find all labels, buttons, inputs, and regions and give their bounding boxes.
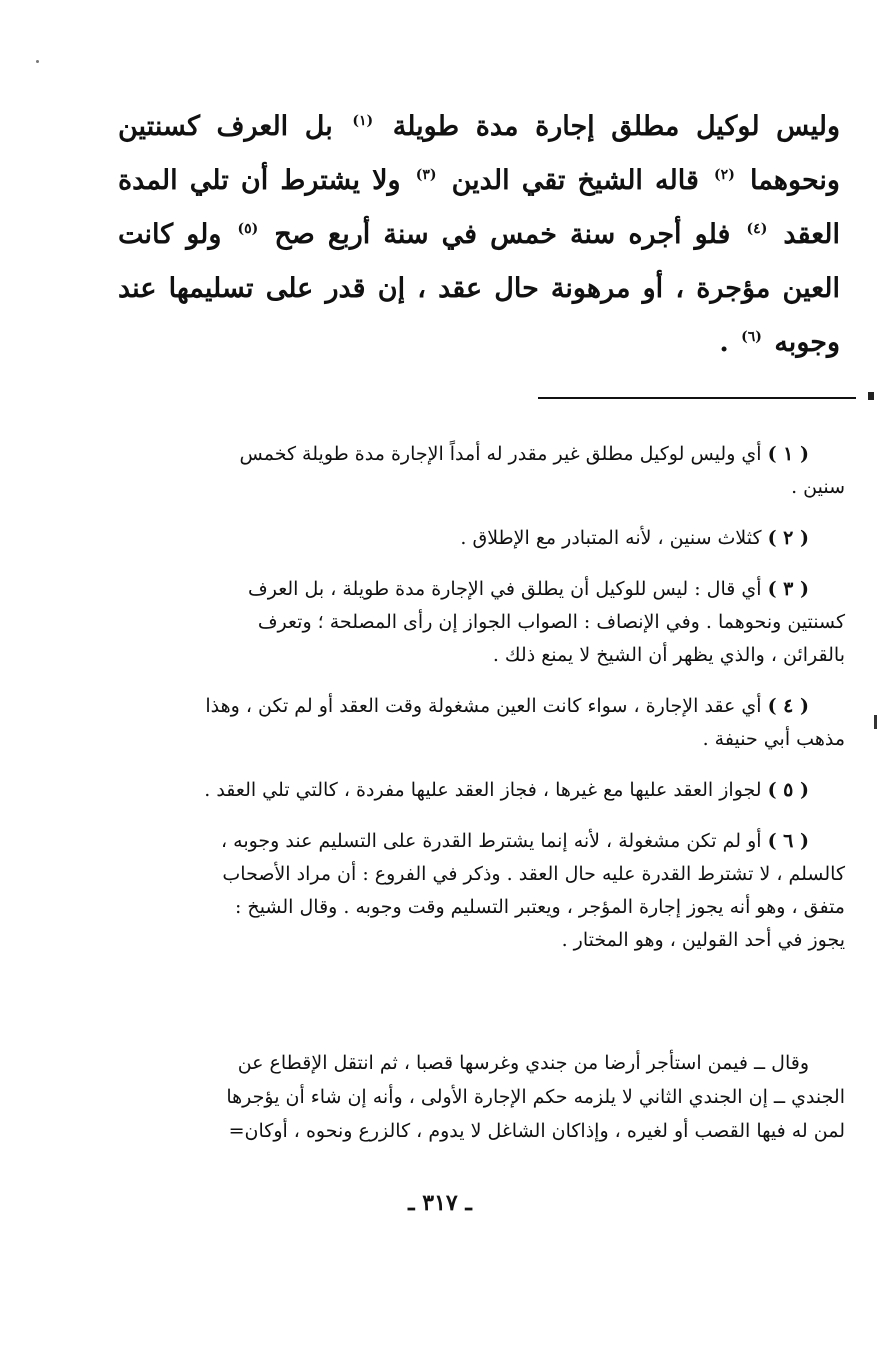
footnote-text: لجواز العقد عليها مع غيرها ، فجاز العقد عليها مفردة ، كالتي تلي العقد . xyxy=(204,779,762,801)
footnote-line xyxy=(125,774,845,807)
text-run: قاله الشيخ تقي الدين xyxy=(451,165,699,196)
footnote-6 xyxy=(125,825,845,957)
footnote-number: ( ٥ ) xyxy=(767,779,809,801)
footnote-line xyxy=(125,825,845,858)
footnote-1 xyxy=(125,438,845,504)
text-run: فلو أجره سنة خمس في سنة أربع صح xyxy=(274,219,731,250)
footnote-2 xyxy=(125,522,845,555)
footnote-line xyxy=(125,573,845,606)
footnote-ref: (٣) xyxy=(415,167,437,183)
footnote-line xyxy=(125,438,845,471)
main-text xyxy=(118,100,840,370)
footnotes xyxy=(125,438,845,975)
continued-line: لمن له فيها القصب أو لغيره ، وإذاكان الشاغل لا يدوم ، كالزرع ونحوه ، أوكان= xyxy=(228,1120,845,1142)
main-line xyxy=(118,100,840,154)
footnote-ref: (٥) xyxy=(237,221,259,237)
text-run: العين مؤجرة ، أو مرهونة حال عقد ، إن قدر على تسليمها عند xyxy=(118,273,840,304)
footnote-line: كسنتين ونحوهما . وفي الإنصاف : الصواب الجواز إن رأى المصلحة ؛ وتعرف xyxy=(257,611,845,633)
footnote-line xyxy=(125,522,845,555)
footnote-text: أي عقد الإجارة ، سواء كانت العين مشغولة وقت العقد أو لم تكن ، وهذا xyxy=(205,695,762,717)
main-line xyxy=(118,208,840,262)
main-line xyxy=(118,262,840,316)
text-run: بل العرف كسنتين xyxy=(118,111,333,142)
footnote-line: كالسلم ، لا تشترط القدرة عليه حال العقد . وذكر في الفروع : أن مراد الأصحاب xyxy=(222,863,845,885)
footnote-ref: (٤) xyxy=(746,221,768,237)
footnote-4 xyxy=(125,690,845,756)
footnote-number: ( ١ ) xyxy=(767,443,809,465)
text-run: وجوبه xyxy=(774,327,840,358)
footnote-ref: (١) xyxy=(352,113,374,129)
main-line xyxy=(118,316,840,370)
page-number: ـ ٣١٧ ـ xyxy=(408,1190,472,1216)
text-run: . xyxy=(719,327,729,358)
footnote-line: متفق ، وهو أنه يجوز إجارة المؤجر ، ويعتبر التسليم وقت وجوبه . وقال الشيخ : xyxy=(234,896,845,918)
continued-line: وقال ــ فيمن استأجر أرضا من جندي وغرسها قصبا ، ثم انتقل الإقطاع عن xyxy=(237,1052,809,1074)
footnote-text: أي وليس لوكيل مطلق غير مقدر له أمداً الإجارة مدة طويلة كخمس xyxy=(239,443,762,465)
footnote-number: ( ٦ ) xyxy=(767,830,809,852)
text-run: ولا يشترط أن تلي المدة xyxy=(118,165,401,196)
main-line xyxy=(118,154,840,208)
text-run: ونحوهما xyxy=(749,165,840,196)
footnote-number: ( ٢ ) xyxy=(767,527,809,549)
margin-mark xyxy=(868,392,874,400)
footnote-text: أي قال : ليس للوكيل أن يطلق في الإجارة مدة طويلة ، بل العرف xyxy=(248,578,762,600)
text-run: وليس لوكيل مطلق إجارة مدة طويلة xyxy=(392,111,840,142)
margin-mark xyxy=(874,715,877,729)
footnote-text: كثلاث سنين ، لأنه المتبادر مع الإطلاق . xyxy=(460,527,762,549)
continued-footnote xyxy=(125,1046,845,1148)
footnote-text: أو لم تكن مشغولة ، لأنه إنما يشترط القدرة على التسليم عند وجوبه ، xyxy=(220,830,762,852)
footnote-3 xyxy=(125,573,845,672)
footnote-ref: (٦) xyxy=(741,329,762,345)
footnote-line: مذهب أبي حنيفة . xyxy=(702,728,845,750)
footnote-line: سنين . xyxy=(791,476,845,498)
footnote-number: ( ٤ ) xyxy=(767,695,809,717)
text-run: العقد xyxy=(783,219,840,250)
footnote-5 xyxy=(125,774,845,807)
scan-speck xyxy=(36,60,39,63)
footnote-separator xyxy=(538,397,856,399)
text-run: ولو كانت xyxy=(118,219,222,250)
footnote-line: بالقرائن ، والذي يظهر أن الشيخ لا يمنع ذلك . xyxy=(492,644,845,666)
continued-line: الجندي ــ إن الجندي الثاني لا يلزمه حكم الإجارة الأولى ، وأنه إن شاء أن يؤجرها xyxy=(226,1086,845,1108)
footnote-line xyxy=(125,690,845,723)
footnote-number: ( ٣ ) xyxy=(767,578,809,600)
footnote-ref: (٢) xyxy=(714,167,735,183)
footnote-line: يجوز في أحد القولين ، وهو المختار . xyxy=(561,929,845,951)
